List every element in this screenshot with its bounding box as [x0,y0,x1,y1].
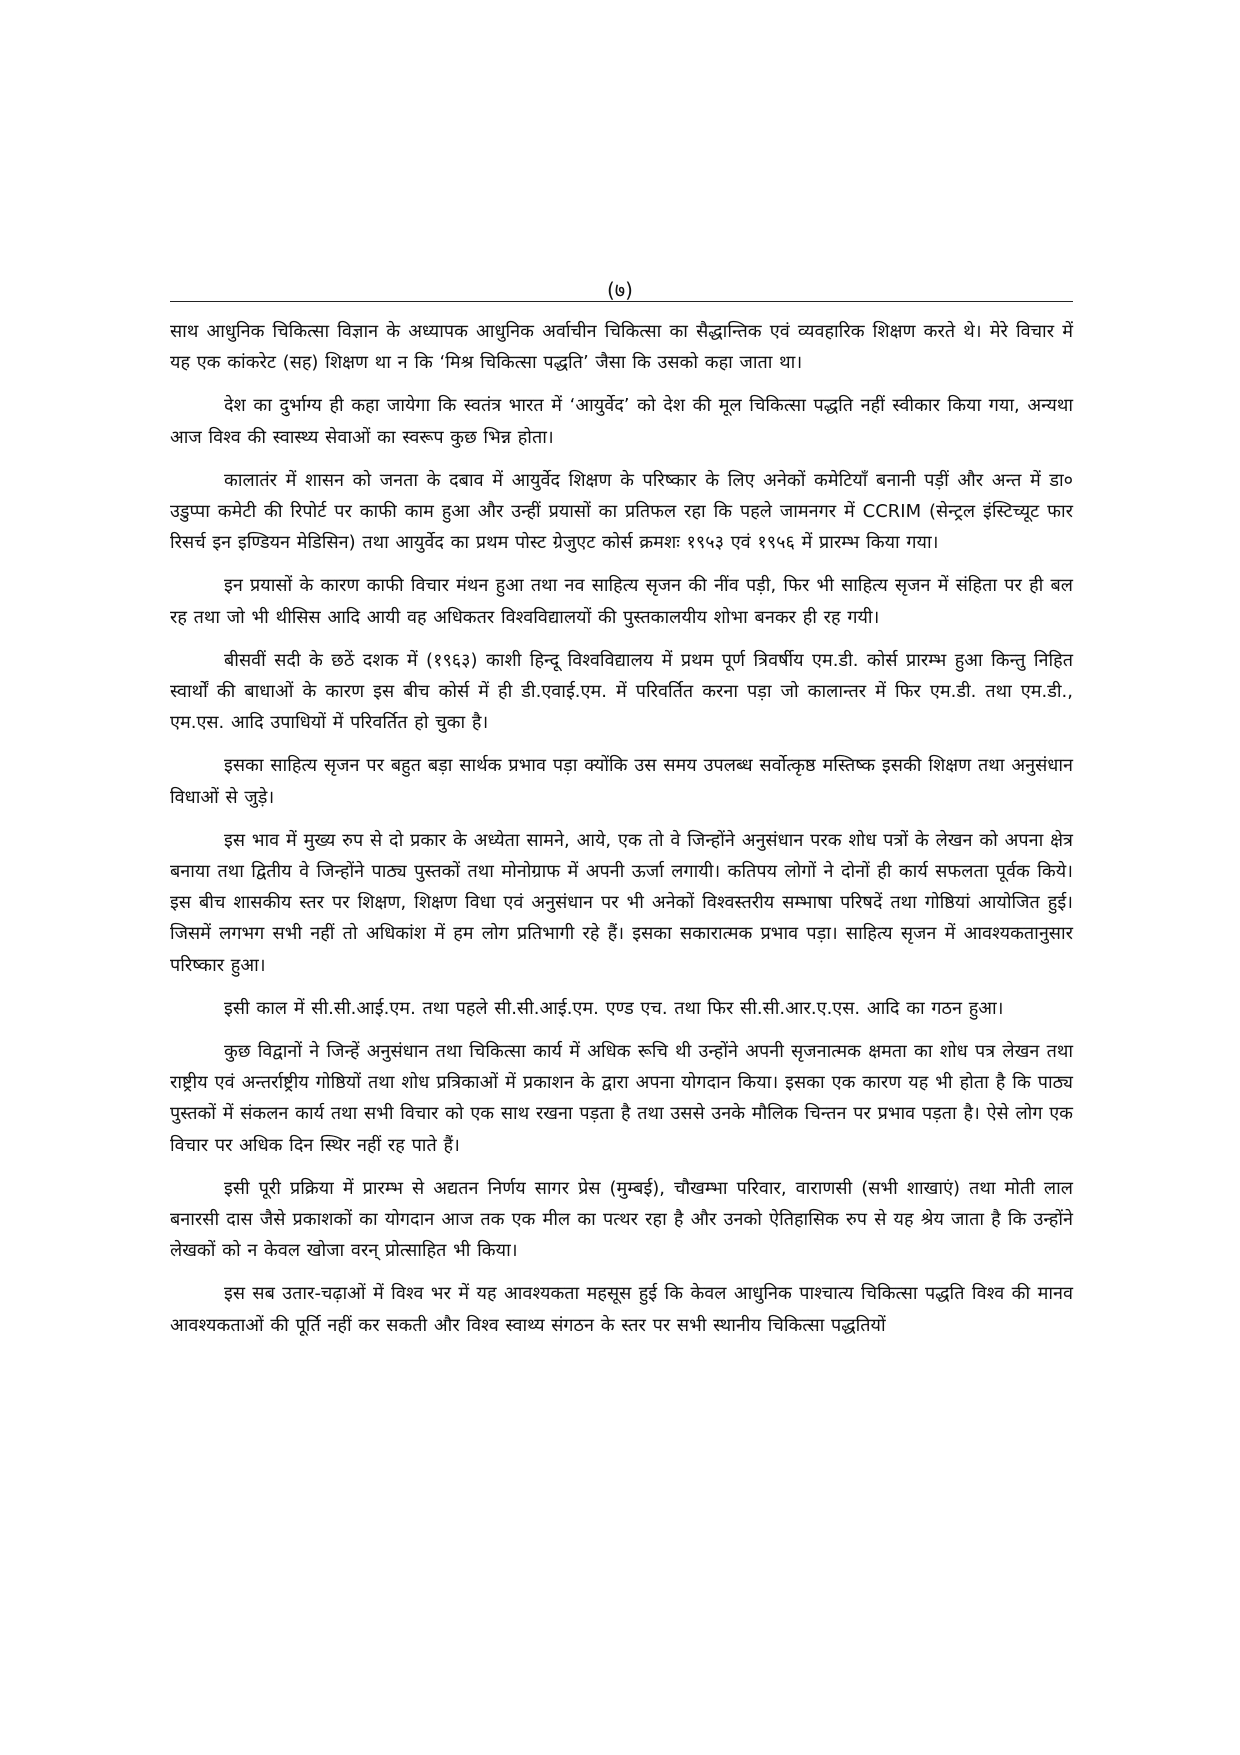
page-number: (७) [606,278,633,302]
paragraph: देश का दुर्भाग्य ही कहा जायेगा कि स्वतंत्र भारत में ‘आयुर्वेद’ को देश की मूल चिकित्सा पद्धति नहीं स्वीकार किया गया, अन्यथा आज विश्व की स्वास्थ्य सेवाओं का स्वरूप कुछ भिन्न होता। [170,395,1073,448]
paragraph: इन प्रयासों के कारण काफी विचार मंथन हुआ तथा नव साहित्य सृजन की नींव पड़ी, फिर भी साहित्य सृजन में संहिता पर ही बल रह तथा जो भी थीसिस आदि आयी वह अधिकतर विश्वविद्यालयों की पुस्तकालयीय शोभा बनकर ही रह गयी। [170,575,1073,628]
paragraph: इस सब उतार-चढ़ाओं में विश्व भर में यह आवश्यकता महसूस हुई कि केवल आधुनिक पाश्चात्य चिकित्सा पद्धति विश्व की मानव आवश्यकताओं की पूर्ति नहीं कर सकती और विश्व स्वाथ्य संगठन के स्तर पर सभी स्थानीय चिकित्सा पद्धतियों [170,1283,1073,1336]
paragraph: इस भाव में मुख्य रुप से दो प्रकार के अध्येता सामने, आये, एक तो वे जिन्होंने अनुसंधान परक शोध पत्रों के लेखन को अपना क्षेत्र बनाया तथा द्वितीय वे जिन्होंने पाठ्य पुस्तकों तथा मोनोग्राफ में अपनी ऊर्जा लगायी। कतिपय लोगों ने दोनों ही कार्य सफलता पूर्वक किये। इस बीच शासकीय स्तर पर शिक्षण, शिक्षण विधा एवं अनुसंधान पर भी अनेकों विश्वस्तरीय सम्भाषा परिषदें तथा गोष्ठियां आयोजित हुई। जिसमें लगभग सभी नहीं तो अधिकांश में हम लोग प्रतिभागी रहे हैं। इसका सकारात्मक प्रभाव पड़ा। साहित्य सृजन में आवश्यकतानुसार परिष्कार हुआ। [170,829,1073,976]
paragraph: कालातंर में शासन को जनता के दबाव में आयुर्वेद शिक्षण के परिष्कार के लिए अनेकों कमेटियाँ बनानी पड़ीं और अन्त में डा० उडुप्पा कमेटी की रिपोर्ट पर काफी काम हुआ और उन्हीं प्रयासों का प्रतिफल रहा कि पहले जामनगर में CCRIM (सेन्ट्रल इंस्टिच्यूट फार रिसर्च इन इण्डियन मेडिसिन) तथा आयुर्वेद का प्रथम पोस्ट ग्रेजुएट कोर्स क्रमशः १९५३ एवं १९५६ में प्रारम्भ किया गया। [170,469,1073,554]
header-rule [170,301,1073,302]
paragraph: इसका साहित्य सृजन पर बहुत बड़ा सार्थक प्रभाव पड़ा क्योंकि उस समय उपलब्ध सर्वोत्कृष्ठ मस्तिष्क इसकी शिक्षण तथा अनुसंधान विधाओं से जुड़े। [170,755,1073,808]
paragraph: इसी पूरी प्रक्रिया में प्रारम्भ से अद्यतन निर्णय सागर प्रेस (मुम्बई), चौखम्भा परिवार, वाराणसी (सभी शाखाएं) तथा मोती लाल बनारसी दास जैसे प्रकाशकों का योगदान आज तक एक मील का पत्थर रहा है और उनको ऐतिहासिक रुप से यह श्रेय जाता है कि उन्होंने लेखकों को न केवल खोजा वरन् प्रोत्साहित भी किया। [170,1177,1073,1262]
body-text [170,316,1073,1353]
paragraph: कुछ विद्वानों ने जिन्हें अनुसंधान तथा चिकित्सा कार्य में अधिक रूचि थी उन्होंने अपनी सृजनात्मक क्षमता का शोध पत्र लेखन तथा राष्ट्रीय एवं अन्तर्राष्ट्रीय गोष्ठियों तथा शोध प्रत्रिकाओं में प्रकाशन के द्वारा अपना योगदान किया। इसका एक कारण यह भी होता है कि पाठ्य पुस्तकों में संकलन कार्य तथा सभी विचार को एक साथ रखना पड़ता है तथा उससे उनके मौलिक चिन्तन पर प्रभाव पड़ता है। ऐसे लोग एक विचार पर अधिक दिन स्थिर नहीं रह पाते हैं। [170,1041,1073,1156]
paragraph: बीसवीं सदी के छठें दशक में (१९६३) काशी हिन्दू विश्वविद्यालय में प्रथम पूर्ण त्रिवर्षीय एम.डी. कोर्स प्रारम्भ हुआ किन्तु निहित स्वार्थों की बाधाओं के कारण इस बीच कोर्स में ही डी.एवाई.एम. में परिवर्तित करना पड़ा जो कालान्तर में फिर एम.डी. तथा एम.डी., एम.एस. आदि उपाधियों में परिवर्तित हो चुका है। [170,649,1073,734]
paragraph: इसी काल में सी.सी.आई.एम. तथा पहले सी.सी.आई.एम. एण्ड एच. तथा फिर सी.सी.आर.ए.एस. आदि का गठन हुआ। [224,997,1004,1019]
paragraph-continued: साथ आधुनिक चिकित्सा विज्ञान के अध्यापक आधुनिक अर्वाचीन चिकित्सा का सैद्धान्तिक एवं व्यवहारिक शिक्षण करते थे। मेरे विचार में यह एक कांकरेट (सह) शिक्षण था न कि ‘मिश्र चिकित्सा पद्धति’ जैसा कि उसको कहा जाता था। [170,321,1073,374]
